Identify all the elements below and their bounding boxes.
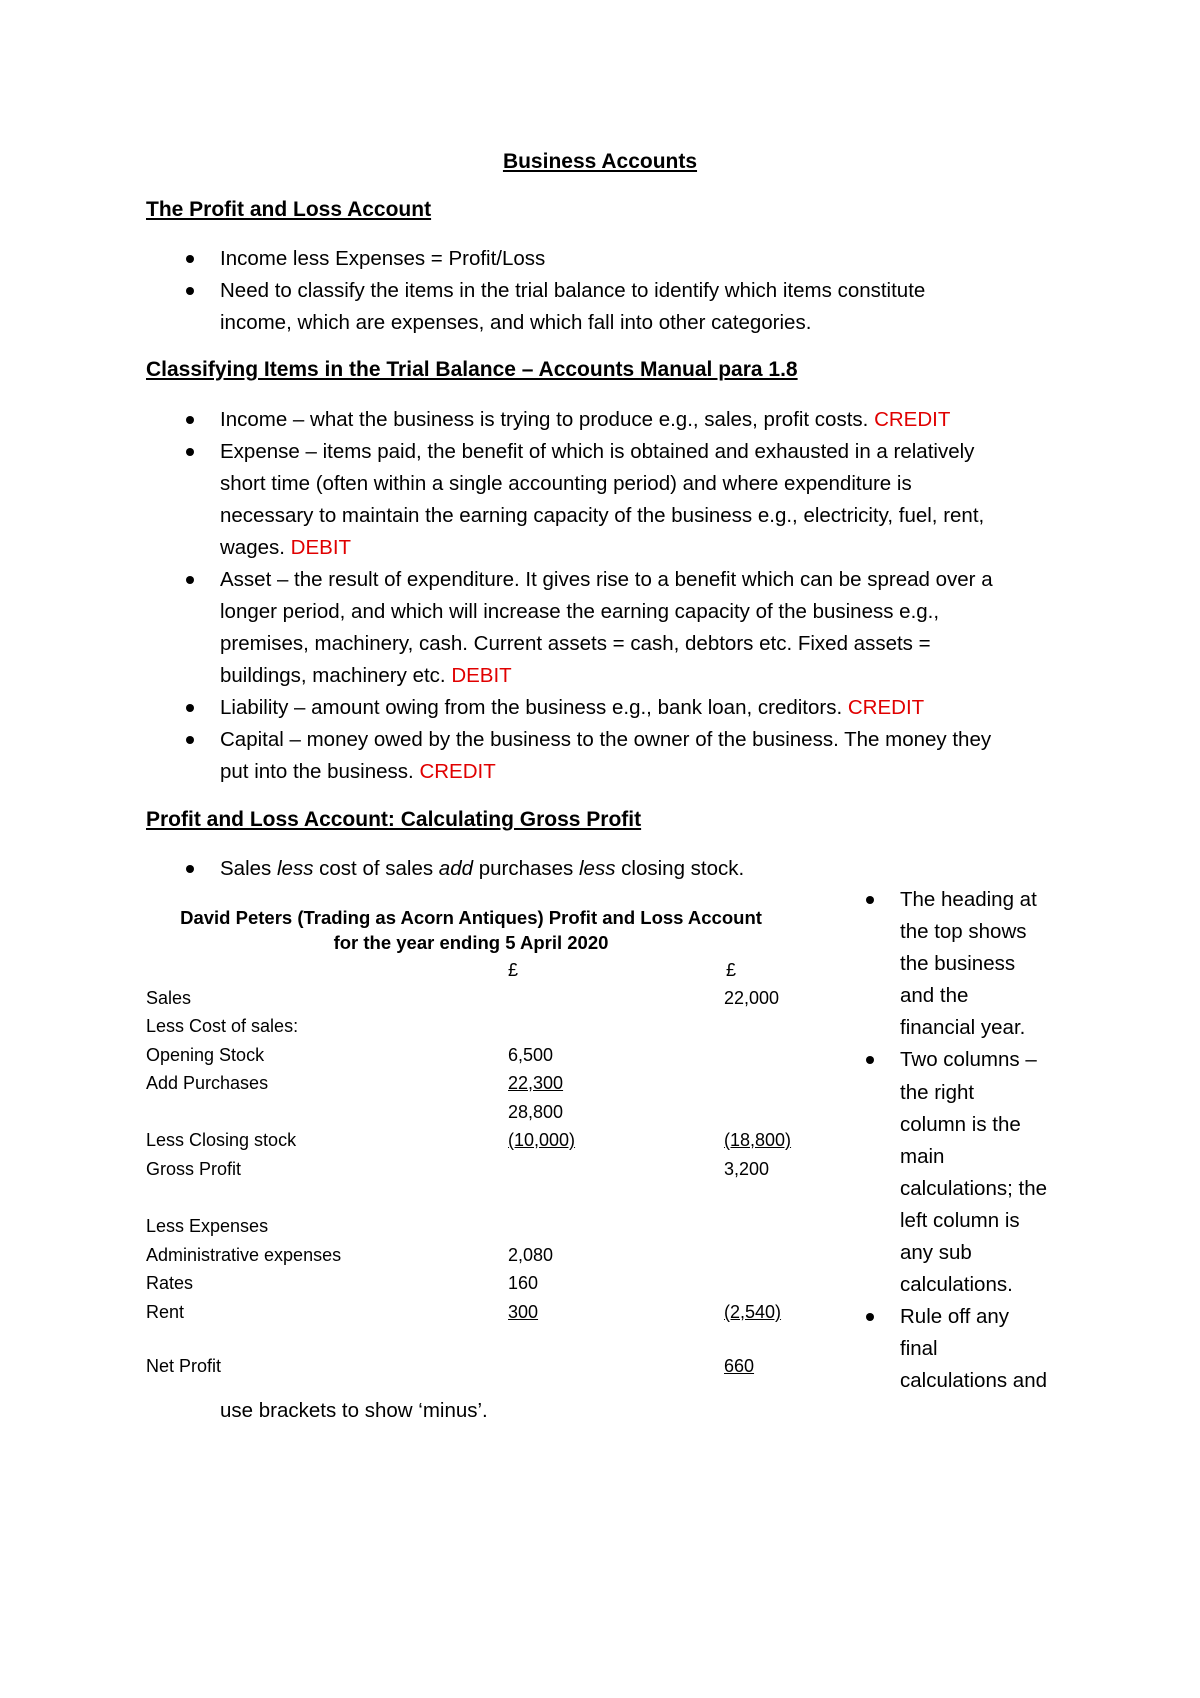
- col2-header: £: [726, 960, 737, 980]
- pl-title-line1: David Peters (Trading as Acorn Antiques) Profit and Loss Account: [180, 907, 762, 928]
- debit-tag: DEBIT: [451, 664, 512, 687]
- col2-value: (2,540): [724, 1302, 782, 1322]
- table-row: [146, 1102, 806, 1130]
- pl-title: [146, 905, 796, 955]
- row-label: Less Closing stock: [146, 1130, 297, 1150]
- bullet-text: necessary to maintain the earning capacity of the business e.g., electricity, fuel, rent,: [220, 504, 985, 527]
- note-line: the right: [900, 1080, 975, 1104]
- col1-value: 28,800: [508, 1102, 564, 1122]
- row-label: Sales: [146, 988, 192, 1008]
- col1-value: 160: [508, 1273, 539, 1293]
- side-note-item: [826, 1044, 1076, 1301]
- table-row: [146, 988, 806, 1016]
- bullet-text: buildings, machinery etc.: [220, 664, 446, 687]
- list-item: [146, 853, 1066, 885]
- list-item-income: [146, 404, 1066, 436]
- col1-value: (10,000): [508, 1130, 576, 1150]
- row-label: Net Profit: [146, 1356, 222, 1376]
- note-line: main: [900, 1144, 945, 1168]
- row-label: Less Expenses: [146, 1216, 269, 1236]
- note-line: and the: [900, 984, 969, 1008]
- col2-value: 660: [724, 1356, 755, 1376]
- side-note-item: [826, 1301, 1076, 1397]
- note-line: The heading at: [900, 888, 1037, 911]
- row-label: Rent: [146, 1302, 185, 1322]
- note-line: the top shows: [900, 920, 1027, 944]
- side-notes: [826, 884, 1076, 1398]
- table-row: [146, 1073, 806, 1101]
- row-label: Add Purchases: [146, 1073, 269, 1093]
- table-row: [146, 1245, 806, 1273]
- note-line: column is the: [900, 1112, 1021, 1136]
- bullet-text: income, which are expenses, and which fall into other categories.: [220, 311, 812, 334]
- col1-value: 6,500: [508, 1045, 554, 1065]
- col1-value: 22,300: [508, 1073, 564, 1093]
- col2-value: (18,800): [724, 1130, 792, 1150]
- table-row: [146, 1016, 806, 1044]
- bullet-text: longer period, and which will increase the earning capacity of the business e.g.,: [220, 600, 940, 623]
- bullet-text: short time (often within a single accounting period) and where expenditure is: [220, 472, 912, 495]
- table-row: [146, 1302, 806, 1330]
- table-row: [146, 1356, 806, 1384]
- note-line: calculations; the: [900, 1176, 1048, 1200]
- bullet-text: put into the business.: [220, 760, 414, 783]
- heading-profit-loss: The Profit and Loss Account: [146, 198, 432, 221]
- note-line: calculations and: [900, 1369, 1048, 1393]
- bullet-text: cost of sales: [313, 857, 439, 880]
- row-label: Less Cost of sales:: [146, 1016, 299, 1036]
- side-note-item: [826, 884, 1076, 1044]
- note-line: left column is: [900, 1208, 1020, 1232]
- list-item-capital: [146, 724, 1066, 788]
- bullet-text: wages.: [220, 536, 285, 559]
- heading-gross-profit: Profit and Loss Account: Calculating Gross Profit: [146, 808, 642, 831]
- table-row: [146, 1216, 806, 1244]
- col1-value: 300: [508, 1302, 539, 1322]
- bullet-text: less: [276, 857, 314, 880]
- col1-value: 2,080: [508, 1245, 554, 1265]
- page-title: Business Accounts: [502, 150, 698, 173]
- bullet-text: Capital – money owed by the business to the owner of the business. The money they: [220, 728, 992, 751]
- pl-column-headers: [146, 960, 806, 988]
- col1-header: £: [508, 960, 519, 980]
- credit-tag: CREDIT: [419, 760, 496, 783]
- bullet-text: closing stock.: [615, 857, 745, 880]
- row-label: Opening Stock: [146, 1045, 265, 1065]
- credit-tag: CREDIT: [847, 696, 925, 719]
- pl-title-line2: for the year ending 5 April 2020: [333, 932, 609, 953]
- note-line: the business: [900, 952, 1016, 976]
- note-line: any sub: [900, 1241, 972, 1265]
- note-line: financial year.: [900, 1016, 1026, 1040]
- section1-list: [146, 243, 1066, 339]
- list-item-asset: [146, 564, 1066, 692]
- table-row: [146, 1273, 806, 1301]
- bullet-text: Income less Expenses = Profit/Loss: [220, 247, 546, 270]
- col2-value: 3,200: [724, 1159, 770, 1179]
- note-line: Two columns –: [900, 1048, 1037, 1072]
- section2-list: [146, 404, 1066, 788]
- bullet-text: Liability – amount owing from the business e.g., bank loan, creditors.: [220, 696, 843, 719]
- table-row: [146, 1130, 806, 1158]
- table-row: [146, 1159, 806, 1187]
- bullet-text: premises, machinery, cash. Current assets = cash, debtors etc. Fixed assets =: [220, 632, 931, 655]
- bullet-text: purchases: [473, 857, 579, 880]
- row-label: Administrative expenses: [146, 1245, 342, 1265]
- row-label: Gross Profit: [146, 1159, 242, 1179]
- bullet-text: Need to classify the items in the trial balance to identify which items constitute: [220, 279, 926, 302]
- note-line: final: [900, 1337, 938, 1361]
- heading-classifying-items: Classifying Items in the Trial Balance – Accounts Manual para 1.8: [146, 358, 798, 381]
- section3-list: [146, 853, 1066, 885]
- list-item-expense: [146, 436, 1066, 564]
- bullet-text: less: [579, 857, 616, 880]
- list-item-liability: [146, 692, 1066, 724]
- bullet-text: Income – what the business is trying to produce e.g., sales, profit costs.: [220, 408, 869, 431]
- note-line: Rule off any: [900, 1305, 1010, 1329]
- table-row: [146, 1045, 806, 1073]
- list-item: [146, 275, 1066, 339]
- bullet-text: Sales: [220, 857, 277, 880]
- list-item: [146, 243, 1066, 275]
- note-line: calculations.: [900, 1273, 1013, 1297]
- bullet-text: add: [438, 857, 474, 880]
- debit-tag: DEBIT: [290, 536, 352, 559]
- bullet-text: Asset – the result of expenditure. It gives rise to a benefit which can be spread over a: [220, 568, 993, 591]
- footer-note: use brackets to show ‘minus’.: [220, 1399, 488, 1422]
- col2-value: 22,000: [724, 988, 780, 1008]
- bullet-text: Expense – items paid, the benefit of which is obtained and exhausted in a relatively: [220, 440, 975, 463]
- row-label: Rates: [146, 1273, 194, 1293]
- credit-tag: CREDIT: [874, 408, 951, 431]
